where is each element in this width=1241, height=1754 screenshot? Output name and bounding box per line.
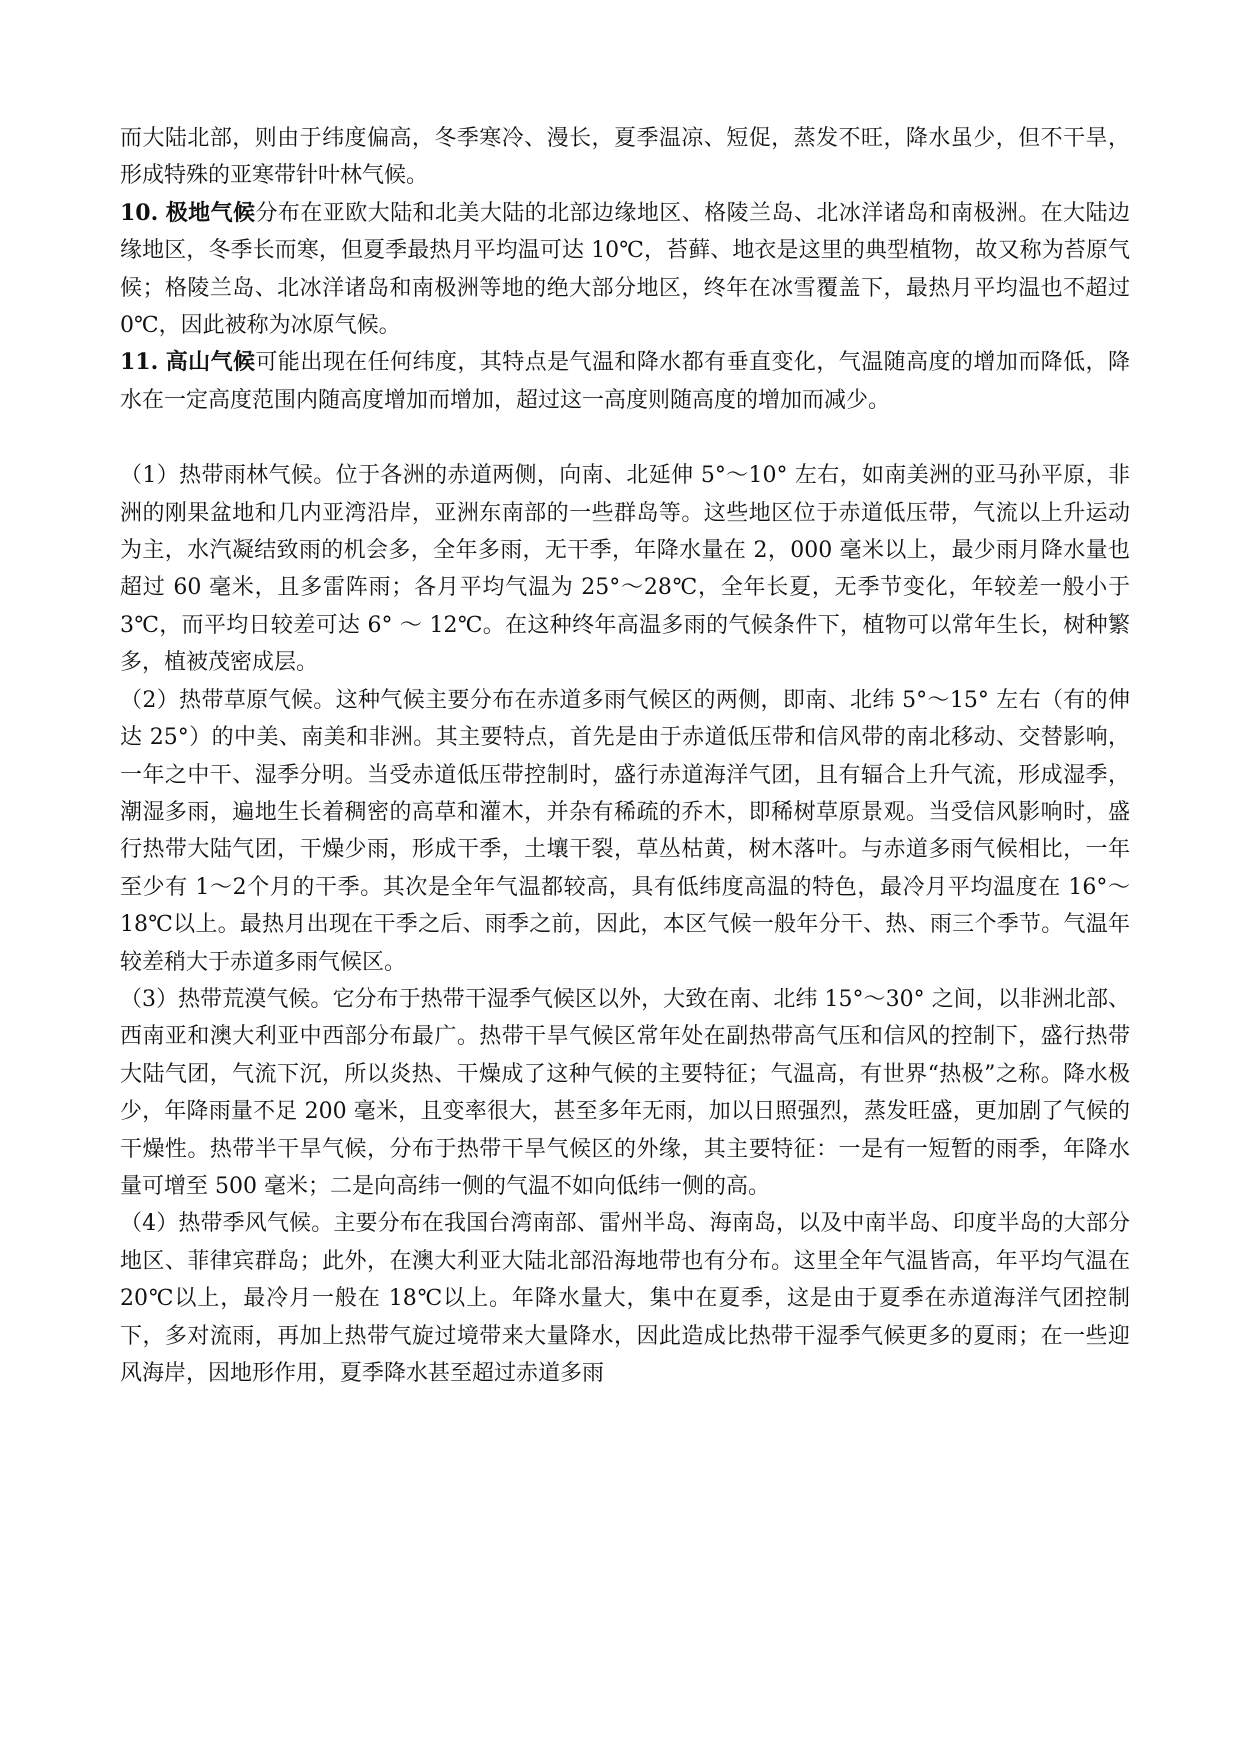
document-body [120,120,1130,1392]
term-polar-climate: 极地气候 [165,199,256,226]
paragraph-polar-climate [120,195,1130,345]
paragraph-gap [120,419,1130,457]
paragraph-text: （1）热带雨林气候。位于各洲的赤道两侧，向南、北延伸 5°～10° 左右，如南美洲的亚马孙平原，非洲的刚果盆地和几内亚湾沿岸，亚洲东南部的一些群岛等。这些地区位于赤道低压带，气流以上升运动为主，水汽凝结致雨的机会多，全年多雨，无干季，年降水量在 2，000 毫米以上，最少雨月降水量也超过 60 毫米，且多雷阵雨；各月平均气温为 25°～28℃，全年长夏，无季节变化，年较差一般小于 3℃，而平均日较差可达 6° ～ 12℃。在这种终年高温多雨的气候条件下，植物可以常年生长，树种繁多，植被茂密成层。 [120,463,1130,676]
paragraph-text: （3）热带荒漠气候。它分布于热带干湿季气候区以外，大致在南、北纬 15°～30° 之间，以非洲北部、西南亚和澳大利亚中西部分布最广。热带干旱气候区常年处在副热带高气压和信风的控制下，盛行热带大陆气团，气流下沉，所以炎热、干燥成了这种气候的主要特征；气温高，有世界“热极”之称。降水极少，年降雨量不足 200 毫米，且变率很大，甚至多年无雨，加以日照强烈，蒸发旺盛，更加剧了气候的干燥性。热带半干旱气候，分布于热带干旱气候区的外缘，其主要特征：一是有一短暂的雨季，年降水量可增至 500 毫米；二是向高纬一侧的气温不如向低纬一侧的高。 [120,986,1130,1199]
paragraph-text: （2）热带草原气候。这种气候主要分布在赤道多雨气候区的两侧，即南、北纬 5°～15° 左右（有的伸达 25°）的中美、南美和非洲。其主要特点，首先是由于赤道低压带和信风带的南北移动、交替影响，一年之中干、湿季分明。当受赤道低压带控制时，盛行赤道海洋气团，且有辐合上升气流，形成湿季，潮湿多雨，遍地生长着稠密的高草和灌木，并杂有稀疏的乔木，即稀树草原景观。当受信风影响时，盛行热带大陆气团，干燥少雨，形成干季，土壤干裂，草丛枯黄，树木落叶。与赤道多雨气候相比，一年至少有 1～2个月的干季。其次是全年气温都较高，具有低纬度高温的特色，最冷月平均温度在 16°～18℃以上。最热月出现在干季之后、雨季之前，因此，本区气候一般年分干、热、雨三个季节。气温年较差稍大于赤道多雨气候区。 [120,687,1130,975]
paragraph-tropical-rainforest [120,457,1130,681]
paragraph-text: （4）热带季风气候。主要分布在我国台湾南部、雷州半岛、海南岛，以及中南半岛、印度半岛的大部分地区、菲律宾群岛；此外，在澳大利亚大陆北部沿海地带也有分布。这里全年气温皆高，年平均气温在 20℃以上，最冷月一般在 18℃以上。年降水量大，集中在夏季，这是由于夏季在赤道海洋气团控制下，多对流雨，再加上热带气旋过境带来大量降水，因此造成比热带干湿季气候更多的夏雨；在一些迎风海岸，因地形作用，夏季降水甚至超过赤道多雨 [120,1211,1130,1386]
paragraph-subarctic-continuation [120,120,1130,195]
term-highland-climate: 高山气候 [165,349,256,376]
item-number: 10. [120,199,159,226]
paragraph-highland-climate [120,344,1130,419]
paragraph-tropical-savanna [120,682,1130,981]
item-number: 11. [120,349,159,376]
paragraph-text: 而大陆北部，则由于纬度偏高，冬季寒冷、漫长，夏季温凉、短促，蒸发不旺，降水虽少，但不干旱，形成特殊的亚寒带针叶林气候。 [120,126,1130,189]
paragraph-text: 可能出现在任何纬度，其特点是气温和降水都有垂直变化，气温随高度的增加而降低，降水在一定高度范围内随高度增加而增加，超过这一高度则随高度的增加而减少。 [120,350,1130,413]
paragraph-text: 分布在亚欧大陆和北美大陆的北部边缘地区、格陵兰岛、北冰洋诸岛和南极洲。在大陆边缘地区，冬季长而寒，但夏季最热月平均温可达 10℃，苔藓、地衣是这里的典型植物，故又称为苔原气候；格陵兰岛、北冰洋诸岛和南极洲等地的绝大部分地区，终年在冰雪覆盖下，最热月平均温也不超过 0℃，因此被称为冰原气候。 [120,200,1130,339]
paragraph-tropical-desert [120,981,1130,1205]
paragraph-tropical-monsoon [120,1205,1130,1392]
